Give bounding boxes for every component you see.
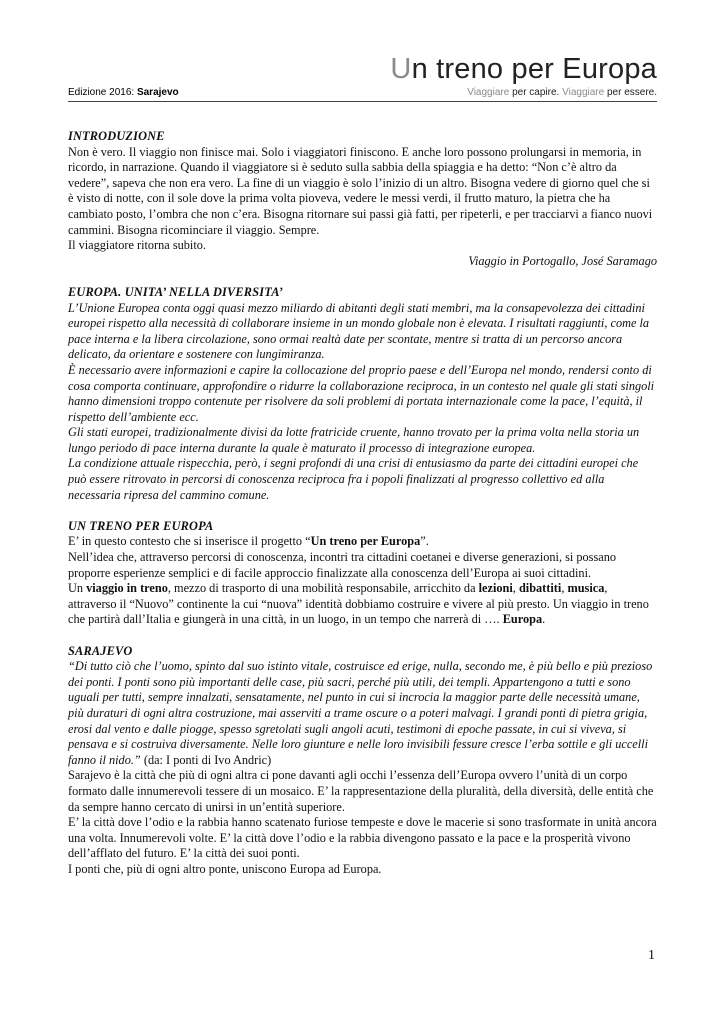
treno-paragraph: Nell’idea che, attraverso percorsi di conoscenza, incontri tra cittadini coetanei e diverse generazioni, si possano proporre esperienze semplici e di facile approccio finalizzate alla conoscenza dell’Europa ai suoi cittadini. [68,550,617,580]
treno-heading: UN TRENO PER EUROPA [68,518,214,533]
tagline-part: per essere. [604,87,657,98]
header-title-rest: n treno per Europa [411,53,657,85]
intro-citation: Viaggio in Portogallo, José Saramago [468,253,657,268]
tagline-part: per capire. [509,87,563,98]
quote-source: (da: I ponti di Ivo Andric) [140,752,272,767]
header-title-initial: U [390,53,412,85]
tagline-part: Viaggiare [467,87,510,98]
document-body [68,129,657,878]
sarajevo-paragraph: E’ la città dove l’odio e la rabbia hanno scatenato furiose tempeste e dove le macerie si sono trasformate in unità ancora una volta. Innumerevoli volte. E’ la città dove l’odio e la rabbia divengono passato e la pace e la prosperità vivono dell’afflato del futuro. E’ la città dei suoi ponti. [68,815,657,861]
header-subline [68,86,657,102]
europa-paragraph: La condizione attuale rispecchia, però, i segni profondi di una crisi di entusiasmo da parte dei cittadini europei che può essere ritrovato in percorsi di conoscenza reciproca fra i popoli finalizzati al progresso collettivo ed alla necessaria ripresa del cammino comune. [68,456,639,502]
sarajevo-paragraph: I ponti che, più di ogni altro ponte, uniscono Europa ad Europa. [68,861,382,876]
treno-paragraph: Un viaggio in treno, mezzo di trasporto di una mobilità responsabile, arricchito da lezioni, dibattiti, musica, attraverso il “Nuovo” continente la cui “nuova” identità dobbiamo costruire e vivere al più presto. Un viaggio in treno che partirà dall’Italia e giungerà in una città, in un luogo, in un tempo che narrerà di …. Europa. [68,581,649,627]
intro-heading: INTRODUZIONE [68,129,165,143]
header-title [68,52,657,86]
tagline [467,86,657,99]
document-page [68,52,657,878]
sarajevo-paragraph: Sarajevo è la città che più di ogni altra ci pone davanti agli occhi l’essenza dell’Europa ovvero l’unità di un corpo formato dalle innumerevoli tessere di un mosaico. E’ la rappresentazione della pluralità, della diversità, delle entità che da sempre hanno cercato di unirsi in un’entità superiore. [68,768,654,814]
sarajevo-quote [68,659,657,768]
europa-paragraph: Gli stati europei, tradizionalmente divisi da lotte fratricide cruente, hanno trovato per la prima volta nella storia un lungo periodo di pace interna durante la quale è maturato il processo di integrazione europea. [68,425,640,455]
europa-paragraph: L’Unione Europea conta oggi quasi mezzo miliardo di abitanti degli stati membri, ma la consapevolezza dei cittadini europei rispetto alla necessità di collaborare insieme in un mondo globale non è elevata. I risultati raggiunti, come la pace interna e la libera circolazione, sono ormai realtà date per scontate, mentre si tratta di un percorso ancora delicato, da orientare e sostenere con lungimiranza. [68,300,650,362]
edition-city: Sarajevo [136,87,179,98]
andric-quote: “Di tutto ciò che l’uomo, spinto dal suo istinto vitale, costruisce ed erige, nulla, secondo me, è più bello e più prezioso dei ponti. I ponti sono più importanti delle case, più sacri, perché più utili, dei templi. Appartengono a tutti e sono uguali per tutti, sempre innalzati, sensatamente, nel punto in cui si incrocia la maggior parte delle necessità umane, più duraturi di ogni altra costruzione, mai asserviti a trame oscure o a poteri malvagi. I grandi ponti di pietra grigia, erosi dal vento e dalle piogge, spesso sgretolati sugli angoli acuti, testimoni di epoche passate, in cui si viveva, si pensava e si costruiva diversamente. Nelle loro giunture e nelle loro invisibili fessure cresce l’erba sottile e gli uccelli fanno il nido.” [68,659,653,767]
treno-paragraph: E’ in questo contesto che si inserisce il progetto “Un treno per Europa”. [68,534,429,549]
europa-heading: EUROPA. UNITA’ NELLA DIVERSITA’ [68,284,284,299]
tagline-part: Viaggiare [562,87,605,98]
sarajevo-heading: SARAJEVO [68,643,133,658]
intro-closing: Il viaggiatore ritorna subito. [68,238,206,253]
edition-label [68,86,179,99]
europa-paragraph: È necessario avere informazioni e capire la collocazione del proprio paese e dell’Europa nel mondo, rendersi conto di cosa comporta continuare, approfondire o ridurre la collaborazione reciproca, in un contesto nel quale gli stati singoli hanno dimensioni troppo contenute per risolvere da soli problemi di portata internazionale come la pace, l’equità, il rispetto dell’ambiente ecc. [68,362,655,424]
edition-prefix: Edizione 2016: [68,87,137,98]
intro-body: Non è vero. Il viaggio non finisce mai. Solo i viaggiatori finiscono. E anche loro possono prolungarsi in memoria, in ricordo, in narrazione. Quando il viaggiatore si è seduto sulla sabbia della spiaggia e ha detto: “Non c’è altro da vedere”, sapeva che non era vero. La fine di un viaggio è solo l’inizio di un altro. Bisogna vedere di giorno quel che si è visto di notte, con il sole dove la prima volta pioveva, vedere le messi verdi, il frutto maturo, la pietra che ha cambiato posto, l’ombra che non c’era. Bisogna ritornare sui passi già fatti, per ripeterli, e per tracciarvi a fianco nuovi cammini. Bisogna ricominciare il viaggio. Sempre. [68,144,653,237]
page-number: 1 [648,948,655,963]
